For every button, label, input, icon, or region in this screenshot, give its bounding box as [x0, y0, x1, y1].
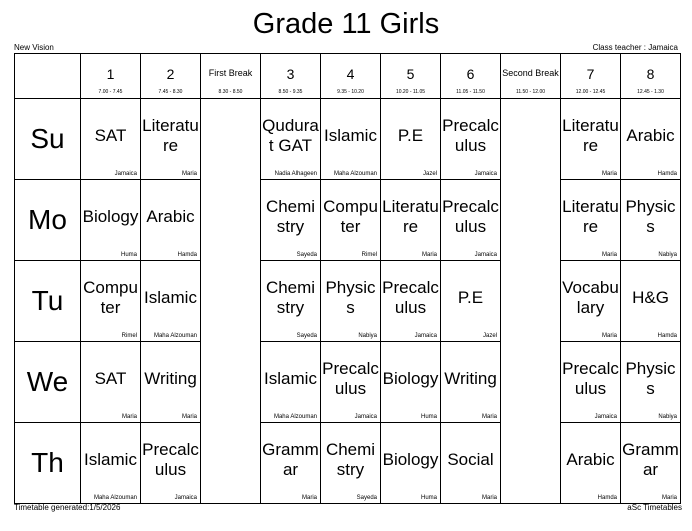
period-header	[321, 54, 381, 99]
break-cell	[501, 99, 561, 180]
lesson-teacher: Maha Alzouman	[273, 414, 317, 420]
lesson-teacher: Jazel	[482, 333, 497, 339]
period-time: 10.20 - 11.05	[395, 89, 426, 95]
period-time: 8.30 - 8.50	[218, 89, 243, 95]
period-label: 2	[166, 66, 175, 82]
day-row	[15, 99, 681, 180]
lesson-teacher: Maria	[181, 171, 197, 177]
lesson-cell	[441, 342, 501, 423]
break-cell	[201, 342, 261, 423]
period-header	[441, 54, 501, 99]
period-label: 8	[646, 66, 655, 82]
lesson-cell	[441, 99, 501, 180]
day-row	[15, 261, 681, 342]
lesson-teacher: Nadia Alhageen	[274, 171, 317, 177]
lesson-cell	[441, 180, 501, 261]
lesson-teacher: Jamaica	[114, 171, 137, 177]
period-label: Second Break	[502, 68, 559, 78]
lesson-subject: Precalculus	[382, 278, 439, 317]
lesson-subject: Biology	[382, 369, 439, 388]
lesson-cell	[561, 180, 621, 261]
lesson-teacher: Jamaica	[354, 414, 377, 420]
lesson-cell	[261, 99, 321, 180]
lesson-cell	[381, 423, 441, 504]
lesson-cell	[141, 342, 201, 423]
lesson-teacher: Maria	[601, 171, 617, 177]
generated-date: Timetable generated:1/5/2026	[14, 503, 121, 512]
break-cell	[201, 99, 261, 180]
period-time: 8.50 - 9.35	[278, 89, 303, 95]
period-header	[81, 54, 141, 99]
lesson-subject: Arabic	[626, 126, 675, 145]
day-label: Su	[15, 99, 81, 180]
lesson-cell	[141, 423, 201, 504]
lesson-cell	[321, 99, 381, 180]
day-label: Mo	[15, 180, 81, 261]
lesson-subject: Chemistry	[265, 197, 316, 236]
lesson-teacher: Maria	[421, 252, 437, 258]
lesson-cell	[81, 261, 141, 342]
lesson-cell	[261, 261, 321, 342]
lesson-subject: Literature	[562, 197, 619, 236]
period-header-row	[15, 54, 681, 99]
lesson-cell	[561, 342, 621, 423]
lesson-cell	[381, 180, 441, 261]
lesson-teacher: Hamda	[657, 333, 677, 339]
lesson-teacher: Hamda	[657, 171, 677, 177]
lesson-subject: Islamic	[324, 126, 377, 145]
lesson-teacher: Nabiya	[358, 333, 377, 339]
lesson-subject: Islamic	[264, 369, 317, 388]
lesson-teacher: Maha Alzouman	[333, 171, 377, 177]
lesson-cell	[81, 99, 141, 180]
day-row	[15, 342, 681, 423]
lesson-teacher: Sayeda	[296, 252, 317, 258]
day-row	[15, 180, 681, 261]
lesson-subject: Precalculus	[322, 359, 379, 398]
lesson-cell	[141, 261, 201, 342]
lesson-cell	[321, 261, 381, 342]
lesson-subject: Biology	[382, 450, 439, 469]
lesson-subject: P.E	[397, 126, 424, 145]
lesson-teacher: Maria	[301, 495, 317, 501]
break-cell	[501, 342, 561, 423]
lesson-teacher: Jamaica	[414, 333, 437, 339]
lesson-cell	[621, 423, 681, 504]
day-label: Tu	[15, 261, 81, 342]
lesson-cell	[441, 423, 501, 504]
lesson-cell	[321, 423, 381, 504]
lesson-subject: Literature	[142, 116, 199, 155]
lesson-cell	[561, 261, 621, 342]
break-header	[501, 54, 561, 99]
lesson-cell	[441, 261, 501, 342]
break-cell	[201, 423, 261, 504]
lesson-subject: Physics	[325, 278, 376, 317]
period-time: 12.45 - 1.30	[637, 89, 664, 95]
period-time: 11.05 - 11.50	[456, 89, 485, 95]
period-header	[381, 54, 441, 99]
lesson-teacher: Nabiya	[658, 414, 677, 420]
lesson-teacher: Maria	[481, 414, 497, 420]
lesson-subject: Writing	[144, 369, 197, 388]
lesson-teacher: Maria	[121, 414, 137, 420]
period-time: 9.35 - 10.20	[337, 89, 364, 95]
lesson-teacher: Rimel	[361, 252, 377, 258]
timetable-grid	[14, 53, 681, 504]
lesson-cell	[141, 99, 201, 180]
lesson-subject: SAT	[94, 126, 127, 145]
lesson-cell	[381, 342, 441, 423]
day-row	[15, 423, 681, 504]
lesson-subject: Literature	[562, 116, 619, 155]
period-label: 3	[286, 66, 295, 82]
period-header	[621, 54, 681, 99]
lesson-subject: Precalculus	[562, 359, 619, 398]
lesson-cell	[81, 423, 141, 504]
lesson-teacher: Sayeda	[296, 333, 317, 339]
period-label: First Break	[208, 68, 253, 78]
lesson-subject: Physics	[625, 197, 676, 236]
lesson-teacher: Maria	[181, 414, 197, 420]
lesson-subject: Arabic	[566, 450, 615, 469]
period-label: 1	[106, 66, 115, 82]
lesson-teacher: Jazel	[422, 171, 437, 177]
lesson-cell	[261, 342, 321, 423]
period-header	[261, 54, 321, 99]
break-header	[201, 54, 261, 99]
lesson-cell	[561, 99, 621, 180]
lesson-cell	[621, 99, 681, 180]
lesson-teacher: Jamaica	[594, 414, 617, 420]
lesson-teacher: Nabiya	[658, 252, 677, 258]
lesson-subject: Islamic	[84, 450, 137, 469]
school-name: New Vision	[14, 43, 54, 52]
lesson-subject: Computer	[83, 278, 138, 317]
lesson-teacher: Maria	[661, 495, 677, 501]
lesson-cell	[321, 180, 381, 261]
period-time: 12.00 - 12.45	[575, 89, 606, 95]
day-label: We	[15, 342, 81, 423]
lesson-cell	[561, 423, 621, 504]
lesson-subject: Precalculus	[442, 116, 499, 155]
lesson-subject: Arabic	[146, 207, 195, 226]
lesson-subject: Biology	[82, 207, 139, 226]
lesson-subject: Qudurat GAT	[262, 116, 319, 155]
period-label: 4	[346, 66, 355, 82]
lesson-teacher: Jamaica	[474, 171, 497, 177]
lesson-subject: Precalculus	[442, 197, 499, 236]
lesson-subject: Precalculus	[142, 440, 199, 479]
period-time: 7.00 - 7.45	[98, 89, 123, 95]
lesson-teacher: Huma	[420, 414, 437, 420]
period-time: 7.45 - 8.30	[158, 89, 183, 95]
lesson-teacher: Huma	[420, 495, 437, 501]
break-cell	[501, 261, 561, 342]
lesson-teacher: Maha Alzouman	[93, 495, 137, 501]
period-header	[561, 54, 621, 99]
period-label: 7	[586, 66, 595, 82]
lesson-teacher: Sayeda	[356, 495, 377, 501]
lesson-cell	[621, 261, 681, 342]
lesson-cell	[621, 180, 681, 261]
lesson-subject: Physics	[625, 359, 676, 398]
break-cell	[501, 423, 561, 504]
lesson-teacher: Maha Alzouman	[153, 333, 197, 339]
timetable-title: Grade 11 Girls	[252, 8, 440, 40]
class-teacher: Class teacher : Jamaica	[592, 43, 678, 52]
software-credit: aSc Timetables	[627, 503, 682, 512]
lesson-teacher: Huma	[120, 252, 137, 258]
break-cell	[501, 180, 561, 261]
lesson-teacher: Hamda	[597, 495, 617, 501]
lesson-subject: H&G	[632, 288, 669, 307]
lesson-teacher: Maria	[481, 495, 497, 501]
lesson-subject: Chemistry	[265, 278, 316, 317]
day-label: Th	[15, 423, 81, 504]
lesson-cell	[81, 342, 141, 423]
lesson-cell	[261, 423, 321, 504]
lesson-subject: Chemistry	[325, 440, 376, 479]
lesson-cell	[381, 261, 441, 342]
lesson-teacher: Maria	[601, 252, 617, 258]
lesson-subject: Grammar	[622, 440, 679, 479]
lesson-subject: Writing	[444, 369, 497, 388]
lesson-teacher: Jamaica	[174, 495, 197, 501]
lesson-subject: P.E	[457, 288, 484, 307]
lesson-cell	[381, 99, 441, 180]
period-label: 5	[406, 66, 415, 82]
break-cell	[201, 180, 261, 261]
period-label: 6	[466, 66, 475, 82]
lesson-cell	[141, 180, 201, 261]
lesson-subject: Vocabulary	[562, 278, 619, 317]
period-header	[141, 54, 201, 99]
break-cell	[201, 261, 261, 342]
lesson-subject: Islamic	[144, 288, 197, 307]
lesson-teacher: Jamaica	[474, 252, 497, 258]
lesson-subject: Social	[447, 450, 494, 469]
lesson-subject: SAT	[94, 369, 127, 388]
period-time: 11.50 - 12.00	[515, 89, 546, 95]
lesson-cell	[261, 180, 321, 261]
lesson-cell	[81, 180, 141, 261]
lesson-subject: Computer	[323, 197, 378, 236]
lesson-teacher: Hamda	[177, 252, 197, 258]
lesson-cell	[621, 342, 681, 423]
lesson-subject: Grammar	[262, 440, 319, 479]
lesson-teacher: Rimel	[121, 333, 137, 339]
lesson-teacher: Maria	[601, 333, 617, 339]
corner-cell	[15, 54, 81, 99]
lesson-subject: Literature	[382, 197, 439, 236]
lesson-cell	[321, 342, 381, 423]
